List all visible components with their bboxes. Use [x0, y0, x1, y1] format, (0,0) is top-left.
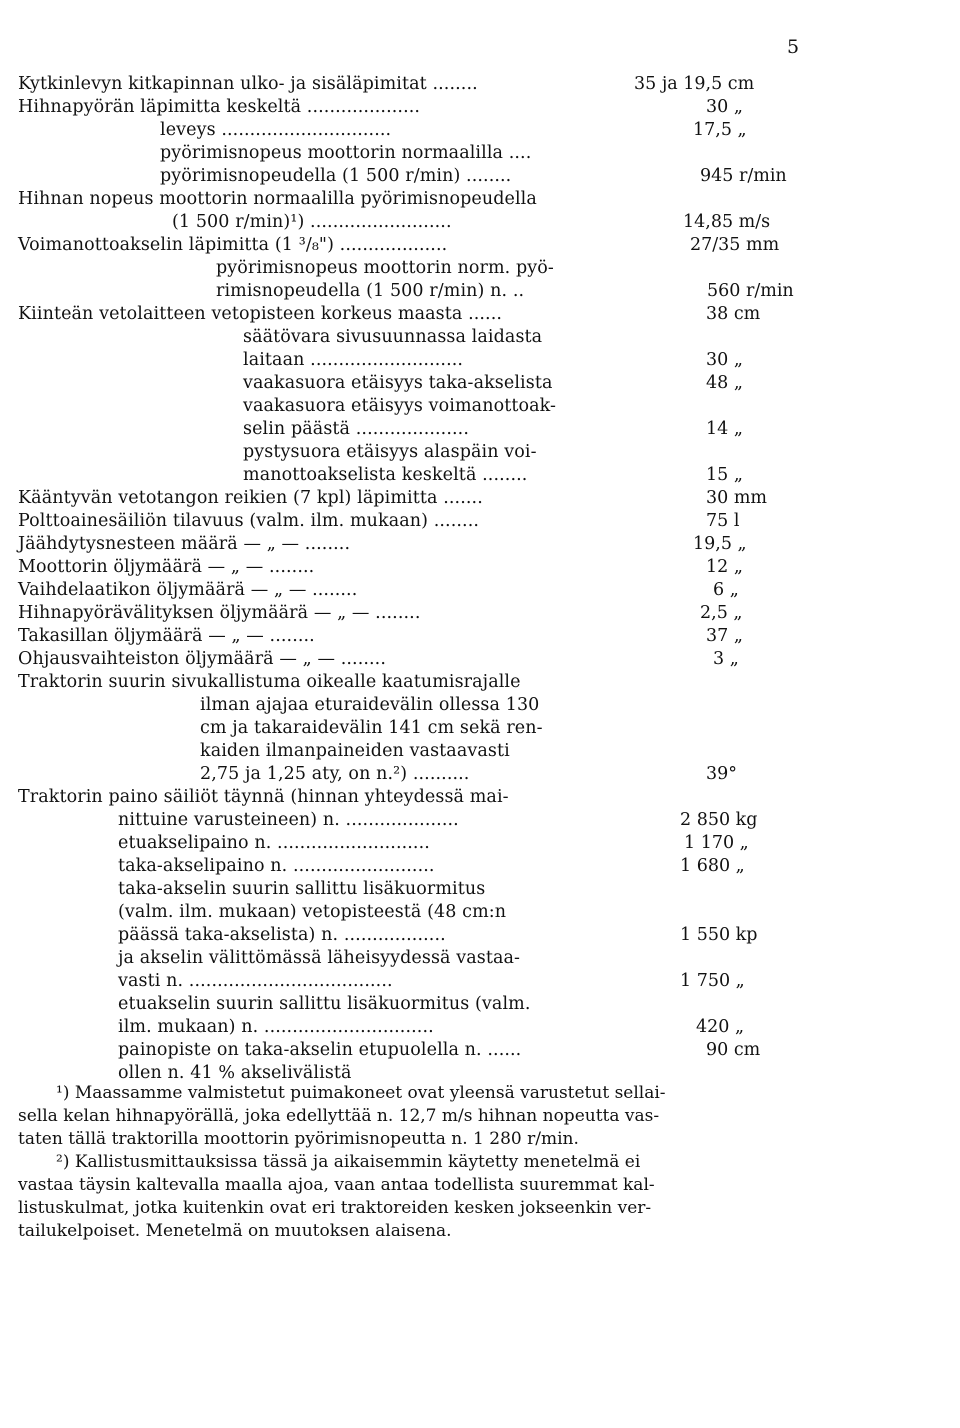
spec-value: 945 r/min	[700, 166, 787, 186]
spec-label: ilm. mukaan) n. ..............................	[118, 1017, 434, 1037]
spec-value: 560 r/min	[707, 281, 794, 301]
spec-value: 14 „	[706, 419, 743, 439]
spec-row	[0, 901, 960, 924]
spec-label: Traktorin paino säiliöt täynnä (hinnan yhteydessä mai-	[18, 787, 509, 807]
spec-label: pystysuora etäisyys alaspäin voi-	[243, 442, 537, 462]
spec-label: Moottorin öljymäärä — „ — ........	[18, 557, 315, 577]
spec-row	[0, 119, 960, 142]
footnote-line: taten tällä traktorilla moottorin pyörimisnopeutta n. 1 280 r/min.	[18, 1129, 579, 1149]
spec-row	[0, 372, 960, 395]
spec-row	[0, 579, 960, 602]
spec-value: 2 850 kg	[680, 810, 758, 830]
spec-row	[0, 303, 960, 326]
spec-label: Hihnapyörävälityksen öljymäärä — „ — ........	[18, 603, 421, 623]
spec-row	[0, 188, 960, 211]
spec-label: etuakselipaino n. ...........................	[118, 833, 430, 853]
spec-label: pyörimisnopeus moottorin norm. pyö-	[216, 258, 554, 278]
spec-row	[0, 487, 960, 510]
spec-value: 30 mm	[706, 488, 768, 508]
spec-row	[0, 970, 960, 993]
spec-row	[0, 878, 960, 901]
footnotes	[18, 1082, 798, 1243]
spec-label: Hihnapyörän läpimitta keskeltä ....................	[18, 97, 421, 117]
footnote-line: tailukelpoiset. Menetelmä on muutoksen alaisena.	[18, 1221, 452, 1241]
spec-value: 6 „	[713, 580, 739, 600]
spec-row	[0, 165, 960, 188]
spec-label: ollen n. 41 % akselivälistä	[118, 1063, 352, 1083]
footnote-line: sella kelan hihnapyörällä, joka edellyttää n. 12,7 m/s hihnan nopeutta vas-	[18, 1106, 660, 1126]
spec-row	[0, 395, 960, 418]
spec-value: 14,85 m/s	[683, 212, 771, 232]
spec-row	[0, 280, 960, 303]
spec-row	[0, 142, 960, 165]
spec-value: 3 „	[713, 649, 739, 669]
spec-row	[0, 671, 960, 694]
spec-label: pyörimisnopeudella (1 500 r/min) ........	[160, 166, 512, 186]
spec-row	[0, 993, 960, 1016]
spec-row	[0, 464, 960, 487]
spec-value: 1 170 „	[684, 833, 749, 853]
spec-row	[0, 717, 960, 740]
footnote-line: listuskulmat, jotka kuitenkin ovat eri traktoreiden kesken jokseenkin ver-	[18, 1198, 652, 1218]
spec-label: säätövara sivusuunnassa laidasta	[243, 327, 543, 347]
spec-label: etuakselin suurin sallittu lisäkuormitus (valm.	[118, 994, 531, 1014]
spec-label: painopiste on taka-akselin etupuolella n. ......	[118, 1040, 522, 1060]
footnote-line: vastaa täysin kaltevalla maalla ajoa, vaan antaa todellista suuremmat kal-	[18, 1175, 655, 1195]
spec-value: 12 „	[706, 557, 743, 577]
spec-label: cm ja takaraidevälin 141 cm sekä ren-	[200, 718, 543, 738]
spec-label: pyörimisnopeus moottorin normaalilla ....	[160, 143, 532, 163]
spec-label: Kääntyvän vetotangon reikien (7 kpl) läpimitta .......	[18, 488, 483, 508]
spec-label: taka-akselin suurin sallittu lisäkuormitus	[118, 879, 486, 899]
spec-value: 35 ja 19,5 cm	[634, 74, 755, 94]
spec-label: vaakasuora etäisyys taka-akselista	[243, 373, 553, 393]
spec-label: (1 500 r/min)¹) .........................	[172, 212, 452, 232]
spec-value: 37 „	[706, 626, 743, 646]
spec-label: Kytkinlevyn kitkapinnan ulko- ja sisäläpimitat ........	[18, 74, 478, 94]
spec-row	[0, 1016, 960, 1039]
spec-label: Ohjausvaihteiston öljymäärä — „ — ........	[18, 649, 387, 669]
spec-row	[0, 648, 960, 671]
spec-label: selin päästä ....................	[243, 419, 469, 439]
spec-row	[0, 533, 960, 556]
spec-row	[0, 947, 960, 970]
spec-row	[0, 418, 960, 441]
spec-row	[0, 694, 960, 717]
spec-row	[0, 786, 960, 809]
spec-value: 39°	[706, 764, 738, 784]
spec-row	[0, 602, 960, 625]
spec-label: Polttoainesäiliön tilavuus (valm. ilm. mukaan) ........	[18, 511, 480, 531]
spec-label: manottoakselista keskeltä ........	[243, 465, 528, 485]
spec-value: 15 „	[706, 465, 743, 485]
spec-label: (valm. ilm. mukaan) vetopisteestä (48 cm:n	[118, 902, 507, 922]
spec-value: 30 „	[706, 97, 743, 117]
spec-row	[0, 556, 960, 579]
spec-value: 27/35 mm	[690, 235, 780, 255]
spec-row	[0, 740, 960, 763]
spec-label: Traktorin suurin sivukallistuma oikealle kaatumisrajalle	[18, 672, 521, 692]
spec-label: Takasillan öljymäärä — „ — ........	[18, 626, 315, 646]
spec-label: leveys ..............................	[160, 120, 392, 140]
spec-row	[0, 234, 960, 257]
spec-row	[0, 763, 960, 786]
specification-table	[0, 73, 960, 1085]
spec-label: ilman ajajaa eturaidevälin ollessa 130	[200, 695, 540, 715]
spec-label: vasti n. ....................................	[118, 971, 393, 991]
spec-row	[0, 855, 960, 878]
spec-row	[0, 441, 960, 464]
spec-value: 90 cm	[706, 1040, 761, 1060]
spec-value: 17,5 „	[693, 120, 747, 140]
spec-value: 2,5 „	[700, 603, 743, 623]
spec-row	[0, 625, 960, 648]
spec-row	[0, 809, 960, 832]
spec-label: ja akselin välittömässä läheisyydessä vastaa-	[118, 948, 521, 968]
spec-label: Voimanottoakselin läpimitta (1 ³/₈") ...................	[18, 235, 448, 255]
spec-row	[0, 349, 960, 372]
spec-value: 48 „	[706, 373, 743, 393]
spec-row	[0, 510, 960, 533]
spec-value: 420 „	[696, 1017, 745, 1037]
spec-row	[0, 326, 960, 349]
page-number: 5	[787, 36, 800, 58]
spec-value: 1 680 „	[680, 856, 745, 876]
footnote-line: ¹) Maassamme valmistetut puimakoneet ovat yleensä varustetut sellai-	[56, 1083, 666, 1103]
spec-row	[0, 924, 960, 947]
spec-value: 75 l	[706, 511, 740, 531]
spec-row	[0, 257, 960, 280]
spec-value: 1 750 „	[680, 971, 745, 991]
spec-label: 2,75 ja 1,25 aty, on n.²) ..........	[200, 764, 470, 784]
spec-label: laitaan ...........................	[243, 350, 464, 370]
spec-label: vaakasuora etäisyys voimanottoak-	[243, 396, 557, 416]
spec-row	[0, 1039, 960, 1062]
spec-row	[0, 211, 960, 234]
spec-label: taka-akselipaino n. .........................	[118, 856, 435, 876]
spec-label: Vaihdelaatikon öljymäärä — „ — ........	[18, 580, 358, 600]
spec-label: rimisnopeudella (1 500 r/min) n. ..	[216, 281, 525, 301]
spec-row	[0, 96, 960, 119]
spec-row	[0, 73, 960, 96]
spec-value: 19,5 „	[693, 534, 747, 554]
spec-value: 30 „	[706, 350, 743, 370]
spec-value: 1 550 kp	[680, 925, 758, 945]
spec-label: Hihnan nopeus moottorin normaalilla pyörimisnopeudella	[18, 189, 537, 209]
spec-label: Kiinteän vetolaitteen vetopisteen korkeus maasta ......	[18, 304, 503, 324]
spec-label: nittuine varusteineen) n. ....................	[118, 810, 459, 830]
spec-label: Jäähdytysnesteen määrä — „ — ........	[18, 534, 351, 554]
spec-row	[0, 832, 960, 855]
spec-label: kaiden ilmanpaineiden vastaavasti	[200, 741, 510, 761]
spec-label: päässä taka-akselista) n. ..................	[118, 925, 446, 945]
footnote-line: ²) Kallistusmittauksissa tässä ja aikaisemmin käytetty menetelmä ei	[56, 1152, 641, 1172]
spec-value: 38 cm	[706, 304, 761, 324]
